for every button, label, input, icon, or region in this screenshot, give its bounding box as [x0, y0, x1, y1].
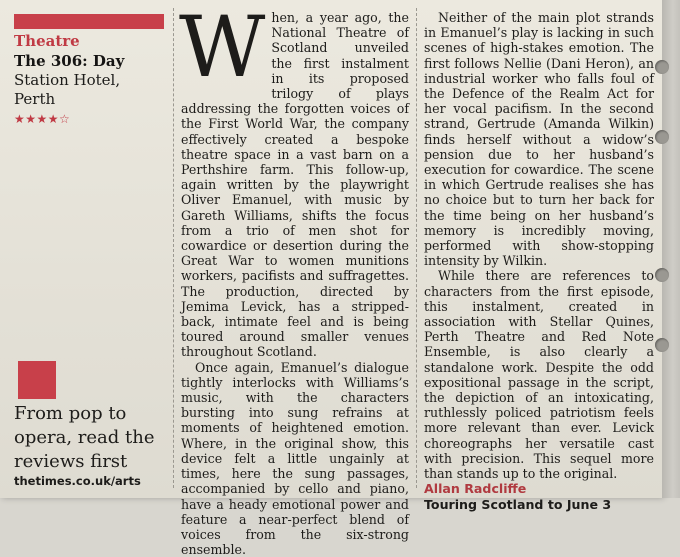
article-paragraph-2: Once again, Emanuel’s dialogue tightly interlocks with Williams’s music, with the characters bursting into sung refrains at moments of heightened emotion. Where, in the original show, this device felt a little ungainly at times, here the sung passages, accompanied by cello and piano, have a heady emotional power and feature a near-perfect blend of voices from the six-strong ensemble.	[181, 359, 409, 557]
article-paragraph-1: hen, a year ago, the National Theatre of Scotland unveiled the first instalment in its proposed trilogy of plays addressing the forgotten voices of the First World War, the company effectively created a bespoke theatre space in a vast barn on a Perthshire farm. This follow-up, again written by the playwright Oliver Emanuel, with music by Gareth Williams, shifts the focus from a trio of men shot for cowardice or desertion during the Great War to women munitions workers, pacifists and suffragettes. The production, directed by Jemima Levick, has a stripped-back, intimate feel and is being toured around smaller venues throughout Scotland.	[181, 10, 409, 360]
column-divider	[416, 8, 417, 488]
section-color-bar	[14, 14, 164, 29]
punch-hole	[655, 60, 669, 74]
promo-square-icon	[18, 361, 56, 399]
punch-hole	[655, 130, 669, 144]
punch-hole	[655, 268, 669, 282]
venue: Station Hotel, Perth	[14, 71, 121, 108]
article-paragraph-3: Neither of the main plot strands in Emanuel’s play is lacking in such scenes of high-stakes emotion. The first follows Nellie (Dani Heron), an industrial worker who falls foul of the Defence of the Realm Act for her vocal pacifism. In the second strand, Gertrude (Amanda Wilkin) finds herself without a widow’s pension due to her husband’s execution for cowardice. The scene in which Gertrude realises she has no choice but to turn her back for the time being on her husband’s memory is incredibly moving, performed with show-stopping intensity by Wilkin.	[424, 10, 654, 269]
promo-url: thetimes.co.uk/arts	[14, 474, 141, 488]
run-info: Touring Scotland to June 3	[424, 496, 612, 512]
byline: Allan Radcliffe	[424, 481, 527, 497]
page-edge	[662, 0, 680, 498]
promo-text: From pop to opera, read the reviews first	[14, 403, 155, 472]
article-column-2	[424, 10, 654, 512]
article-paragraph-4: While there are references to characters from the first episode, this instalment, created in association with Stellar Quines, Perth Theatre and Red Note Ensemble, is also clearly a standalone work. Despite the odd expositional passage in the script, the depiction of an intoxicating, ruthlessly policed patriotism feels more relevant than ever. Levick choreographs her versatile cast with precision. This sequel more than stands up to the original.	[424, 268, 654, 482]
article-column-1	[179, 0, 409, 557]
review-title: The 306: Day	[14, 52, 125, 70]
drop-cap: W	[179, 0, 266, 96]
star-rating: ★★★★☆	[14, 112, 71, 126]
punch-hole	[655, 338, 669, 352]
review-sidebar	[14, 14, 166, 492]
column-divider	[173, 8, 174, 488]
section-label: Theatre	[14, 32, 80, 50]
